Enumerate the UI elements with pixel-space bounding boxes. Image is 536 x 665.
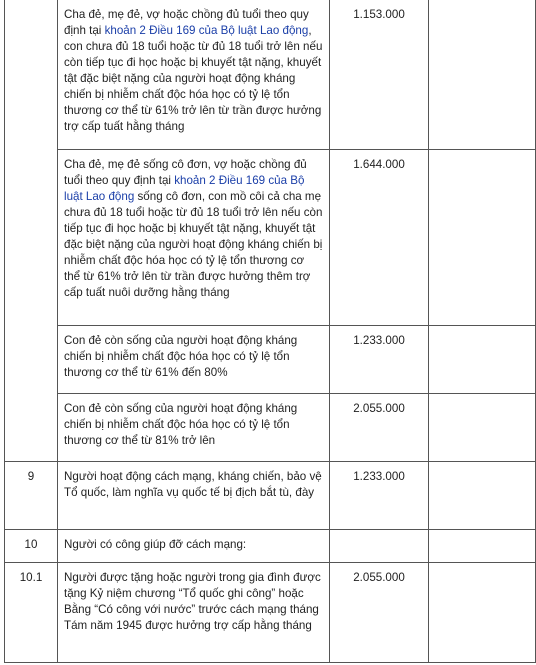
row-note — [429, 563, 536, 663]
description-text: sống cô đơn, con mồ côi cả cha mẹ chưa đủ 18 tuổi hoặc từ đủ 18 tuổi trở lên nếu còn tiếp tục đi học hoặc bị khuyết tật nặng, khuyết tật đặc biệt nặng của người hoạt động kháng chiến bị nhiễm chất độc hóa học có tỷ lệ tổn thương cơ thể từ 61% trở lên từ trần được hưởng thêm trợ cấp tuất nuôi dưỡng hằng tháng — [64, 190, 323, 299]
row-description: Con đẻ còn sống của người hoạt động kháng chiến bị nhiễm chất độc hóa học có tỷ lệ tổn thương cơ thể từ 81% trở lên — [58, 394, 330, 462]
row-description — [58, 0, 330, 150]
row-description: Con đẻ còn sống của người hoạt động kháng chiến bị nhiễm chất độc hóa học có tỷ lệ tổn thương cơ thể từ 61% đến 80% — [58, 326, 330, 394]
table-row — [5, 394, 536, 462]
row-number: 10 — [5, 530, 58, 563]
row-description: Người hoạt động cách mạng, kháng chiến, bảo vệ Tổ quốc, làm nghĩa vụ quốc tế bị địch bắt tù, đày — [58, 462, 330, 530]
table-row — [5, 530, 536, 563]
row-note — [429, 326, 536, 394]
row-note — [429, 462, 536, 530]
row-note — [429, 530, 536, 563]
row-number: 10.1 — [5, 563, 58, 663]
law-reference-link[interactable]: khoản 2 Điều 169 của Bộ luật Lao động — [64, 174, 305, 203]
row-note — [429, 0, 536, 150]
law-reference-link[interactable]: khoản 2 Điều 169 của Bộ luật Lao động — [104, 24, 309, 37]
row-amount: 1.644.000 — [330, 150, 429, 326]
description-text: Cha đẻ, mẹ đẻ sống cô đơn, vợ hoặc chồng đủ tuổi theo quy định tại — [64, 158, 307, 187]
row-description: Người được tặng hoặc người trong gia đình được tặng Kỷ niệm chương “Tổ quốc ghi công” hoặc Bằng “Có công với nước” trước cách mạng tháng Tám năm 1945 được hưởng trợ cấp hằng tháng — [58, 563, 330, 663]
row-number: 9 — [5, 462, 58, 530]
row-amount: 1.153.000 — [330, 0, 429, 150]
row-description — [58, 150, 330, 326]
benefit-table — [4, 0, 536, 663]
row-amount: 2.055.000 — [330, 563, 429, 663]
row-amount: 1.233.000 — [330, 462, 429, 530]
table-row — [5, 563, 536, 663]
table-row — [5, 150, 536, 326]
row-note — [429, 394, 536, 462]
row-note — [429, 150, 536, 326]
row-amount: 1.233.000 — [330, 326, 429, 394]
row-description: Người có công giúp đỡ cách mạng: — [58, 530, 330, 563]
row-number — [5, 0, 58, 462]
description-text: , con chưa đủ 18 tuổi hoặc từ đủ 18 tuổi trở lên nếu còn tiếp tục đi học hoặc bị khuyết tật nặng, khuyết tật đặc biệt nặng của người hoạt động kháng chiến bị nhiễm chất độc hóa học có tỷ lệ tổn thương cơ thể từ 61% trở lên từ trần được hưởng trợ cấp tuất hằng tháng — [64, 24, 323, 133]
table-row — [5, 462, 536, 530]
row-amount: 2.055.000 — [330, 394, 429, 462]
description-text: Cha đẻ, mẹ đẻ, vợ hoặc chồng đủ tuổi theo quy định tại — [64, 8, 309, 37]
row-amount — [330, 530, 429, 563]
table-row — [5, 0, 536, 150]
table-row — [5, 326, 536, 394]
